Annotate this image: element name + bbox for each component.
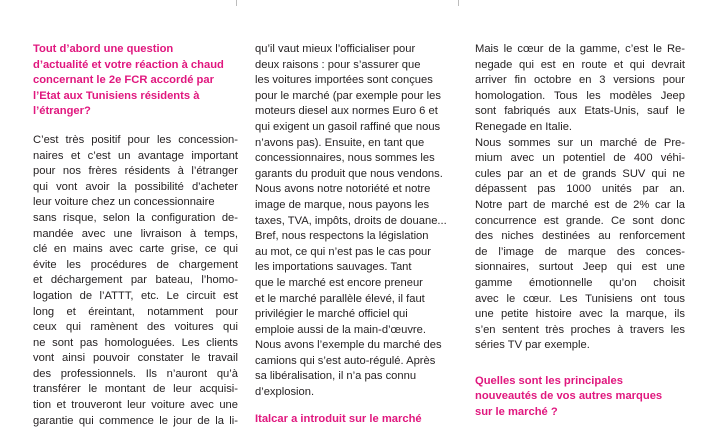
question-line: concernant le 2e FCR accordé par (33, 74, 214, 87)
body-line: image de marque, nous payons les (255, 198, 430, 211)
body-line: qu’il vaut mieux l’officialiser pour (255, 43, 416, 55)
body-line: tion et trouveront leur voiture avec une (33, 399, 238, 412)
body-line: évite les procédures de chargement (33, 258, 238, 271)
body-line: sont fabriqués aux Etats-Unis, sauf le (475, 105, 685, 118)
question-heading (255, 412, 455, 428)
body-line: sans risque, selon la configuration de- (33, 211, 238, 224)
top-rule-right (458, 0, 459, 6)
body-line: vont ainsi pouvoir constater le travail (33, 352, 238, 365)
body-line: avec le cœur. Les Tunisiens ont tous (475, 292, 685, 305)
body-line: arriver fin octobre en 3 versions pour (475, 74, 685, 87)
body-line: taxes, TVA, impôts, droits de douane... (255, 214, 447, 227)
body-line: Nous sommes sur un marché de Pre- (475, 136, 685, 149)
body-line: transférer le montant de leur acquisi- (33, 383, 238, 396)
middle-column (255, 42, 455, 427)
body-line: qui exigent un gasoil raffiné que nous (255, 120, 441, 133)
body-line: les importations sauvages. Tant (255, 261, 412, 274)
body-line: que le marché est encore preneur (255, 276, 423, 289)
body-line: Renegade en Italie. (475, 120, 573, 133)
paragraph-gap (255, 401, 455, 412)
question-line: l’Etat aux Tunisiens résidents à (33, 89, 200, 102)
body-line: leur voiture chez un concessionnaire (33, 196, 215, 209)
body-line: et déchargement par bateau, l’homo- (33, 274, 238, 287)
paragraph-gap (475, 354, 685, 374)
body-line: mandée avec une livraison à temps, (33, 227, 238, 240)
body-line: logation de l’ATTT, etc. Le circuit est (33, 289, 238, 302)
body-line: clé en mains avec carte grise, ce qui (33, 243, 238, 256)
question-line: d’actualité et votre réaction à chaud (33, 58, 224, 71)
question-heading (475, 374, 685, 421)
left-column (33, 42, 238, 429)
body-line: séries TV par exemple. (475, 339, 590, 352)
body-paragraph (255, 42, 455, 401)
question-line: l’étranger? (33, 105, 91, 118)
body-line: negade qui est en route et qui devrait (475, 58, 685, 71)
question-line: Italcar a introduit sur le marché (255, 412, 422, 425)
body-line: gamme émotionnelle qu’on choisit (475, 276, 685, 289)
body-line: les voitures importées sont conçues (255, 74, 433, 87)
body-line: homologation. Tous les modèles Jeep (475, 89, 685, 102)
body-line: concurrence est grande. Ce sont donc (475, 214, 685, 227)
body-line: deux raisons : pour s’assurer que (255, 58, 421, 71)
body-line: et le marché parallèle élevé, il faut (255, 292, 425, 305)
paragraph-gap (33, 120, 238, 130)
body-line: mium avec un potentiel de 400 véhi- (475, 152, 685, 165)
body-line: Nous avons notre notoriété et notre (255, 183, 431, 196)
body-line: Bref, nous respectons la législation (255, 230, 429, 243)
body-line: garants du produit que nous vendons. (255, 167, 443, 180)
body-line: emploie aussi de la main-d’œuvre. (255, 323, 426, 336)
body-line: des niches destinées au renforcement (475, 230, 685, 243)
body-line: privilégier le marché officiel qui (255, 308, 408, 321)
body-line: pour le marché (par exemple pour les (255, 89, 441, 102)
question-line: Tout d’abord une question (33, 43, 174, 55)
body-line: n’avons pas). Ensuite, en tant que (255, 136, 425, 149)
body-line: Mais le cœur de la gamme, c’est le Re- (475, 43, 685, 55)
body-line: ceux qui ramènent des voitures qui (33, 321, 238, 334)
question-heading (33, 42, 238, 120)
body-line: cules par an et de grands SUV qui ne (475, 167, 685, 180)
body-line: sionnaires, surtout Jeep qui est une (475, 261, 685, 274)
body-line: s’en sentent très proches à travers les (475, 323, 685, 336)
body-line: qui vont avoir la possibilité d’acheter (33, 180, 238, 193)
top-rule-left (236, 0, 237, 6)
body-line: au mot, ce qui n’est pas le cas pour (255, 245, 431, 258)
body-line: garantie qui commence le jour de la li- (33, 414, 238, 427)
body-line: d’explosion. (255, 386, 315, 399)
body-line: pour nos frères résidents à l’étranger (33, 165, 238, 178)
body-line: dépassent pas 1000 unités par an. (475, 183, 685, 196)
body-line: camions qui s’est auto-régulé. Après (255, 354, 436, 367)
body-line: des professionnels. Ils n’auront qu’à (33, 367, 238, 380)
body-line: moteurs diesel aux normes Euro 6 et (255, 105, 438, 118)
question-line: Quelles sont les principales (475, 374, 623, 387)
question-line: sur le marché ? (475, 406, 558, 419)
answer-paragraph (33, 133, 238, 429)
body-line: Notre part de marché est de 2% car la (475, 198, 685, 211)
body-line: ne sont pas homologuées. Les clients (33, 336, 238, 349)
body-line: long et éreintant, notamment pour (33, 305, 238, 318)
question-line: nouveautés de vos autres marques (475, 390, 663, 403)
body-line: naires et c’est un avantage important (33, 149, 238, 162)
body-line: Nous avons l’exemple du marché des (255, 339, 442, 352)
body-line: C’est très positif pour les concession- (33, 133, 238, 146)
body-paragraph (475, 42, 685, 354)
right-column (475, 42, 685, 421)
body-line: de l’image de marque des conces- (475, 245, 685, 258)
body-line: sa libéralisation, il n’a pas connu (255, 370, 417, 383)
body-line: une petite histoire avec la marque, ils (475, 308, 685, 321)
body-line: concessionnaires, nous sommes les (255, 152, 435, 165)
